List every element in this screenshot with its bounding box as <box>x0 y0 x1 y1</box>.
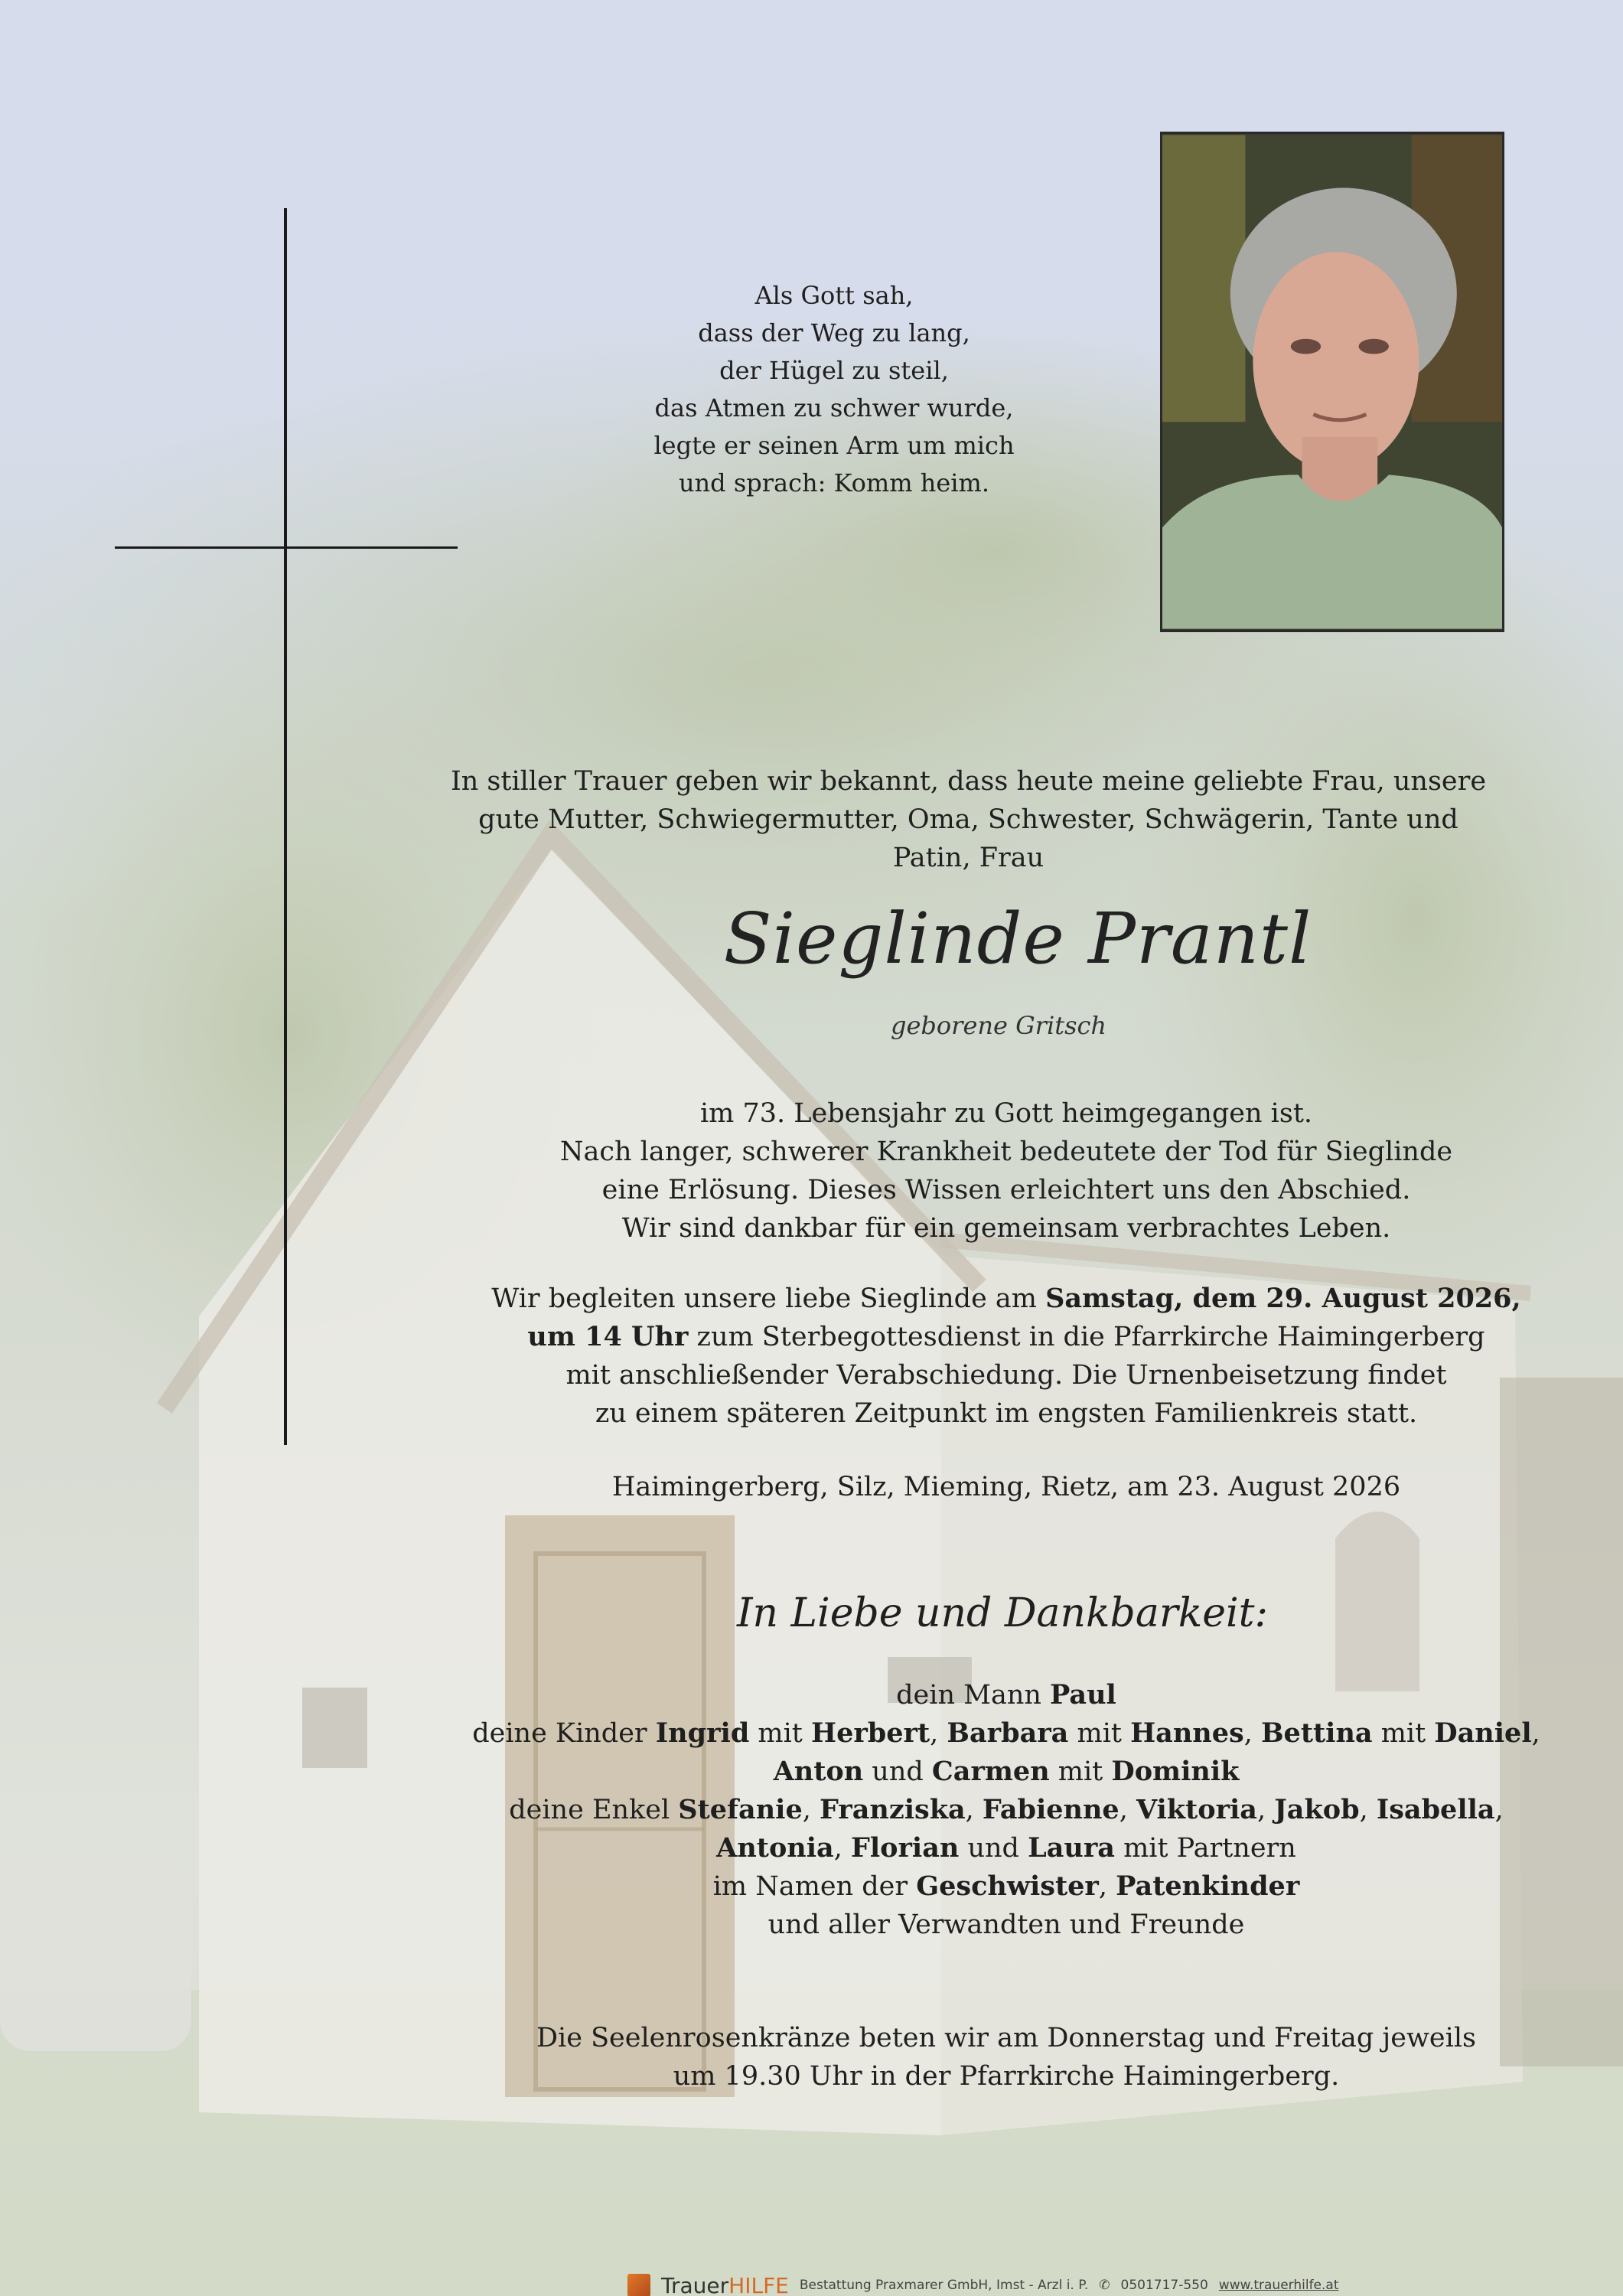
mourner-line <box>459 1867 1553 1906</box>
mourner-text: , <box>1494 1795 1504 1825</box>
place-date: Haimingerberg, Silz, Mieming, Rietz, am 23. August 2026 <box>611 1472 1401 1502</box>
funeral-date: Samstag, dem 29. August 2026, <box>1045 1283 1521 1314</box>
mourners-list <box>459 1676 1553 1944</box>
mourner-text: und <box>959 1833 1028 1864</box>
mourner-text: mit <box>1068 1718 1131 1749</box>
mourner-text: mit <box>749 1718 811 1749</box>
mourner-name: Barbara <box>947 1717 1069 1749</box>
mourner-name: Fabienne <box>982 1794 1119 1825</box>
announcement-line: im 73. Lebensjahr zu Gott heimgegangen ist. <box>699 1098 1313 1129</box>
mourner-name: Bettina <box>1260 1717 1373 1749</box>
mourner-name: Laura <box>1028 1832 1115 1864</box>
mourner-name: Isabella <box>1376 1794 1495 1825</box>
poem-line: legte er seinen Arm um mich <box>653 431 1015 460</box>
mourner-name: Stefanie <box>678 1794 803 1825</box>
mourner-name: Paul <box>1050 1679 1116 1711</box>
mourner-text: , <box>965 1795 983 1825</box>
announcement-text <box>459 1094 1553 1247</box>
rosary-line: um 19.30 Uhr in der Pfarrkirche Haimingerberg. <box>673 2061 1340 2092</box>
mourner-line <box>459 1829 1553 1867</box>
deceased-name: Sieglinde Prantl <box>723 898 1312 980</box>
poem-line: dass der Weg zu lang, <box>698 318 970 347</box>
mourner-name: Hannes <box>1130 1717 1244 1749</box>
rosary-line: Die Seelenrosenkränze beten wir am Donnerstag und Freitag jeweils <box>536 2023 1476 2053</box>
footer-phone: 0501717-550 <box>1120 2278 1208 2293</box>
phone-icon: ✆ <box>1099 2278 1110 2293</box>
mourner-name: Patenkinder <box>1116 1870 1300 1902</box>
mourner-line: und aller Verwandten und Freunde <box>768 1910 1245 1940</box>
mourner-text: mit <box>1049 1756 1112 1787</box>
mourner-name: Ingrid <box>655 1717 750 1749</box>
logo-text-b: HILFE <box>728 2272 789 2296</box>
funeral-line <box>459 1318 1553 1356</box>
intro-line: Patin, Frau <box>892 843 1045 873</box>
mourner-text: , <box>833 1833 851 1864</box>
poem-line: Als Gott sah, <box>754 281 914 310</box>
mourner-name: Dominik <box>1111 1756 1240 1787</box>
cross-horizontal <box>115 546 458 549</box>
poem-line: der Hügel zu steil, <box>719 356 949 385</box>
footer-web[interactable]: www.trauerhilfe.at <box>1218 2278 1339 2293</box>
rosary-text <box>459 2019 1553 2095</box>
funeral-text: zum Sterbegottesdienst in die Pfarrkirche Haimingerberg <box>688 1322 1485 1352</box>
mourner-text: , <box>1119 1795 1136 1825</box>
announcement-line: Wir sind dankbar für ein gemeinsam verbrachtes Leben. <box>621 1213 1391 1244</box>
poem <box>605 277 1064 502</box>
mourner-text: , <box>930 1718 947 1749</box>
mourner-name: Viktoria <box>1136 1794 1257 1825</box>
intro-line: gute Mutter, Schwiegermutter, Oma, Schwester, Schwägerin, Tante und <box>478 804 1458 835</box>
poem-line: und sprach: Komm heim. <box>678 468 990 497</box>
intro-line: In stiller Trauer geben wir bekannt, dass heute meine geliebte Frau, unsere <box>450 766 1487 797</box>
mourner-text: im Namen der <box>712 1871 917 1902</box>
mourner-line <box>459 1676 1553 1714</box>
mourner-name: Franziska <box>820 1794 966 1825</box>
mourner-name: Daniel <box>1434 1717 1532 1749</box>
intro-text <box>157 762 1623 877</box>
poem-line: das Atmen zu schwer wurde, <box>654 393 1014 422</box>
portrait-photo <box>1160 132 1504 632</box>
announcement-line: Nach langer, schwerer Krankheit bedeutete der Tod für Sieglinde <box>559 1137 1453 1167</box>
mourner-name: Antonia <box>716 1832 834 1864</box>
mourner-text: , <box>802 1795 820 1825</box>
funeral-text: Wir begleiten unsere liebe Sieglinde am <box>491 1283 1046 1314</box>
mourner-text: mit Partnern <box>1114 1833 1296 1864</box>
mourner-text: und <box>863 1756 932 1787</box>
mourner-line <box>459 1753 1553 1791</box>
funeral-line: zu einem späteren Zeitpunkt im engsten Familienkreis statt. <box>595 1398 1418 1429</box>
announcement-line: eine Erlösung. Dieses Wissen erleichtert uns den Abschied. <box>601 1175 1411 1205</box>
logo-text-a: Trauer <box>661 2272 729 2296</box>
mourner-name: Geschwister <box>916 1870 1099 1902</box>
funeral-time: um 14 Uhr <box>527 1321 689 1352</box>
dank-heading: In Liebe und Dankbarkeit: <box>736 1590 1269 1636</box>
mourner-text: , <box>1098 1871 1116 1902</box>
mourner-text: mit <box>1372 1718 1435 1749</box>
mourner-text: deine Kinder <box>472 1718 656 1749</box>
mourner-text: , <box>1531 1718 1540 1749</box>
birth-name: geborene Gritsch <box>890 1011 1107 1040</box>
mourner-text: , <box>1243 1718 1261 1749</box>
mourner-text: dein Mann <box>896 1680 1051 1711</box>
mourner-text: , <box>1359 1795 1377 1825</box>
trauerhilfe-logo <box>661 2273 789 2296</box>
mourner-name: Carmen <box>931 1756 1050 1787</box>
funeral-details <box>459 1280 1553 1433</box>
mourner-name: Florian <box>850 1832 960 1864</box>
mourner-line <box>459 1714 1553 1753</box>
mourner-name: Jakob <box>1274 1794 1360 1825</box>
mourner-text: , <box>1256 1795 1275 1825</box>
mourner-name: Herbert <box>811 1717 930 1749</box>
trauerhilfe-logo-icon <box>627 2274 650 2296</box>
footer <box>627 2268 1339 2296</box>
footer-company: Bestattung Praxmarer GmbH, Imst - Arzl i. P. <box>799 2278 1089 2293</box>
mourner-text: deine Enkel <box>509 1795 679 1825</box>
funeral-line: mit anschließender Verabschiedung. Die Urnenbeisetzung findet <box>565 1360 1447 1391</box>
funeral-line <box>459 1280 1553 1318</box>
mourner-name: Anton <box>773 1756 864 1787</box>
mourner-line <box>459 1791 1553 1829</box>
